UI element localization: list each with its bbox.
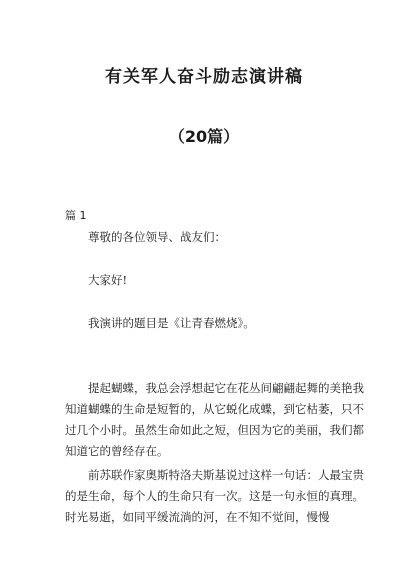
paragraph-hello: 大家好!	[88, 273, 128, 287]
document-title: 有关军人奋斗励志演讲稿	[105, 67, 303, 87]
paragraph-topic: 我演讲的题目是《让青春燃烧》。	[88, 316, 255, 330]
section-label: 篇 1	[65, 209, 87, 222]
paragraph-quote: 前苏联作家奥斯特洛夫斯基说过这样一句话：人最宝贵的是生命，每个人的生命只有一次。这是一句永恒的真理。时光易逝，如同平缓流淌的河，在不知不觉间，慢慢	[65, 468, 364, 524]
paragraph-greeting: 尊敬的各位领导、战友们：	[88, 230, 226, 244]
document-subtitle: （20篇）	[168, 127, 240, 146]
paragraph-butterfly: 提起蝴蝶，我总会浮想起它在花丛间翩翩起舞的美艳我知道蝴蝶的生命是短暂的，从它蜕化成蝶，到它枯萎，只不过几个小时。虽然生命如此之短，但因为它的美丽，我们都知道它的曾经存在。	[65, 381, 364, 458]
